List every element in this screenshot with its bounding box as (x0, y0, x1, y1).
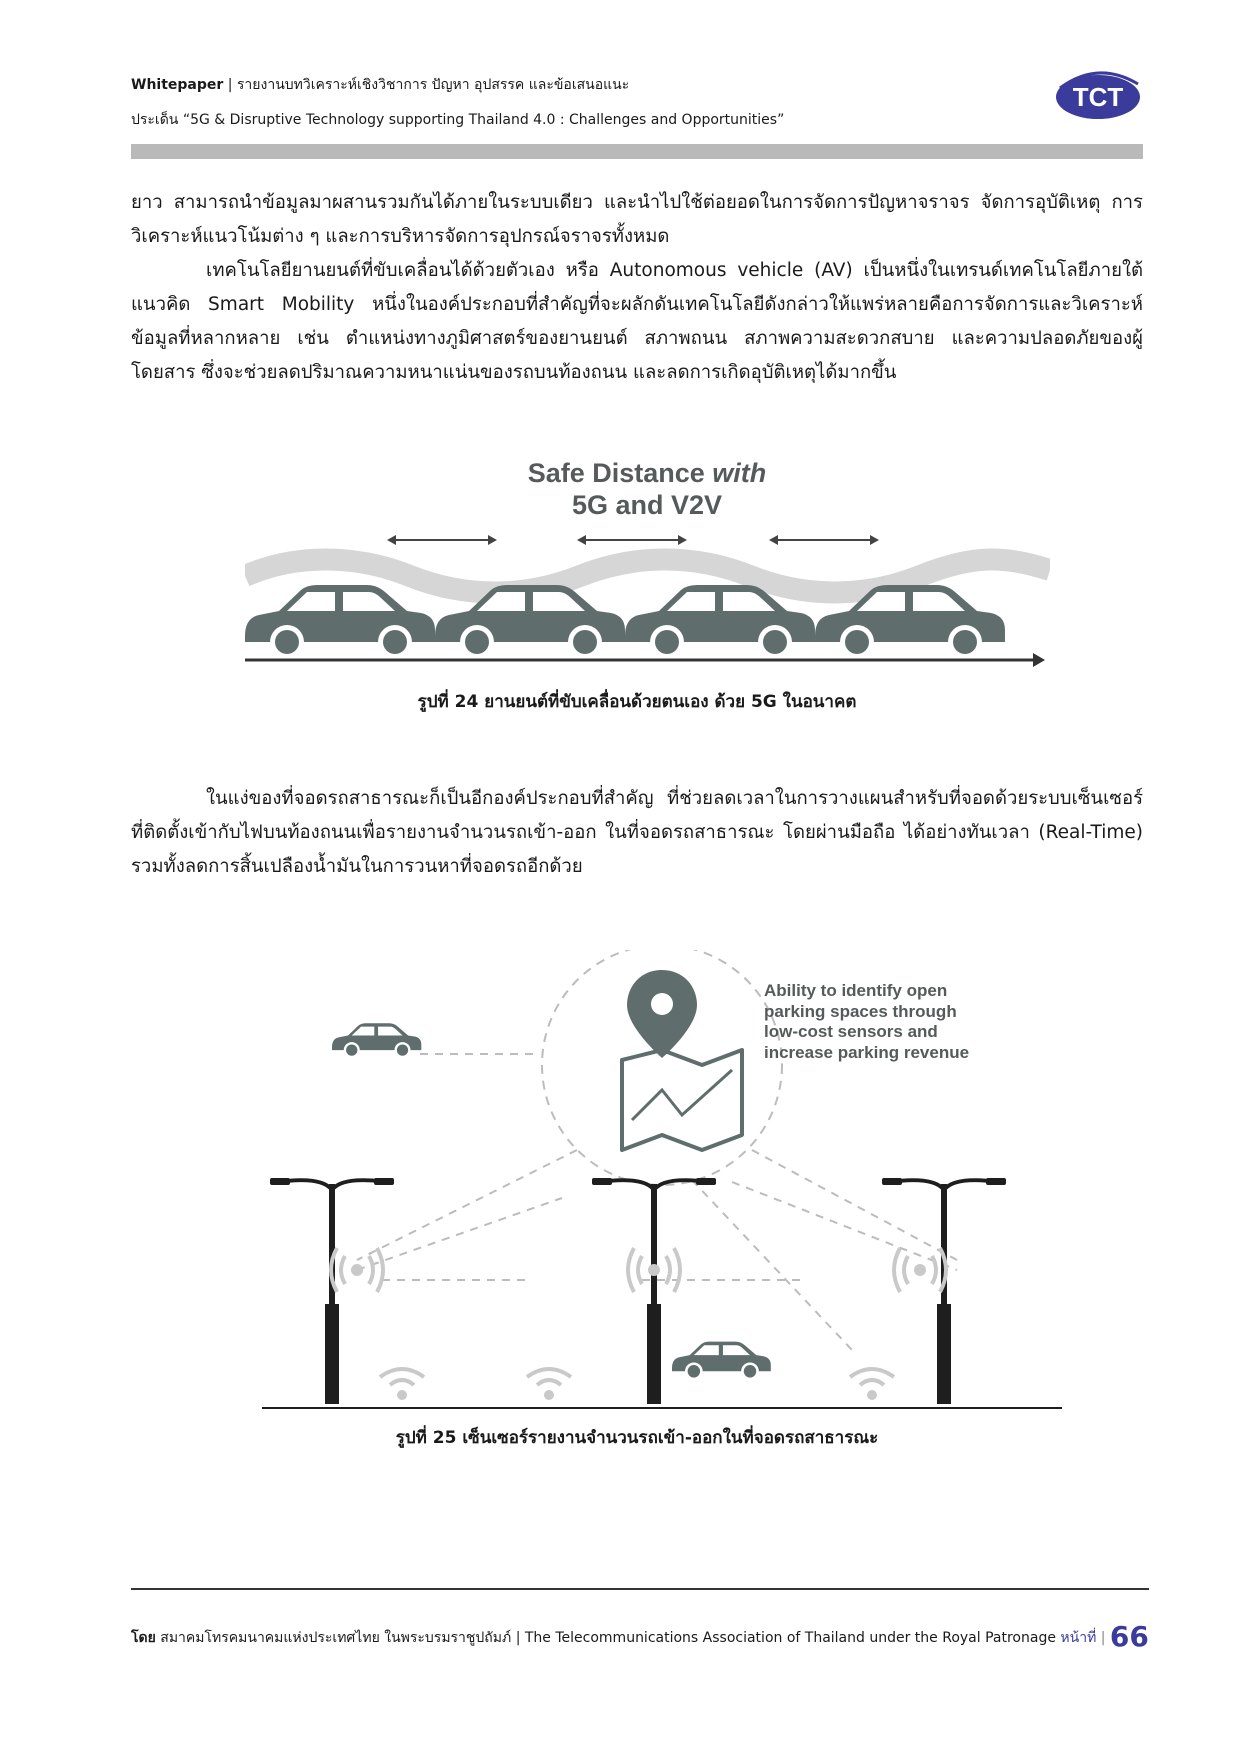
figure-24-safe-distance (245, 448, 1050, 680)
road-arrowhead (1033, 653, 1045, 667)
header-divider-bar (131, 144, 1143, 159)
annotation-line-2: parking spaces through (764, 1002, 957, 1021)
figure-24-caption: รูปที่ 24 ยานยนต์ที่ขับเคลื่อนด้วยตนเอง ด้วย 5G ในอนาคต (417, 692, 857, 712)
header-doc-type: Whitepaper (131, 77, 224, 93)
header-title: | รายงานบทวิเคราะห์เชิงวิชาการ ปัญหา อุปสรรค และข้อเสนอแนะ (227, 77, 630, 93)
body-section-2 (131, 782, 1143, 884)
map-pin-icon (622, 970, 742, 1150)
paragraph-autonomous-vehicle: เทคโนโลยียานยนต์ที่ขับเคลื่อนได้ด้วยตัวเอง หรือ Autonomous vehicle (AV) เป็นหนึ่งในเทรนด์เทคโนโลยีภายใต้แนวคิด Smart Mobility หนึ่งในองค์ประกอบที่สำคัญที่จะผลักดันเทคโนโลยีดังกล่าวให้แพร่หลายคือการจัดการและวิเคราะห์ข้อมูลที่หลากหลาย เช่น ตำแหน่งทางภูมิศาสตร์ของยานยนต์ สภาพถนน สภาพความสะดวกสบาย และความปลอดภัยของผู้โดยสาร ซึ่งจะช่วยลดปริมาณความหนาแน่นของรถบนท้องถนน และลดการเกิดอุบัติเหตุได้มากขึ้น (131, 260, 1143, 383)
fig24-title-italic: with (712, 458, 767, 488)
header-subject: ประเด็น “5G & Disruptive Technology supporting Thailand 4.0 : Challenges and Opportunities” (131, 112, 785, 128)
car-parked-bottom (672, 1342, 771, 1380)
footer-divider (131, 1588, 1149, 1590)
annotation-line-4: increase parking revenue (764, 1043, 970, 1062)
footer-org-english: The Telecommunications Association of Thailand under the Royal Patronage (524, 1630, 1056, 1646)
car-top-left (332, 1023, 421, 1058)
wifi-icon-2 (527, 1369, 571, 1400)
sensor-signal-left (331, 1248, 383, 1292)
distance-arrow-1 (387, 535, 497, 545)
paragraph-continuation: ยาว สามารถนำข้อมูลมาผสานรวมกันได้ภายในระบบเดียว และนำไปใช้ต่อยอดในการจัดการปัญหาจราจร จัดการอุบัติเหตุ การวิเคราะห์แนวโน้มต่าง ๆ และการบริหารจัดการอุปกรณ์จราจรทั้งหมด (131, 192, 1143, 247)
footer-page-label: หน้าที่ (1060, 1630, 1097, 1646)
page-footer (131, 1620, 1149, 1653)
distance-arrow-2 (577, 535, 687, 545)
figure-25-caption: รูปที่ 25 เซ็นเซอร์รายงานจำนวนรถเข้า-ออกในที่จอดรถสาธารณะ (395, 1428, 879, 1448)
logo-text: TCT (1072, 82, 1124, 112)
tct-logo (1052, 66, 1144, 124)
page-number: 66 (1109, 1620, 1149, 1653)
footer-separator: | (515, 1630, 521, 1646)
paragraph-public-parking: ในแง่ของที่จอดรถสาธารณะก็เป็นอีกองค์ประกอบที่สำคัญ ที่ช่วยลดเวลาในการวางแผนสำหรับที่จอดด้วยระบบเซ็นเซอร์ที่ติดตั้งเข้ากับไฟบนท้องถนนเพื่อรายงานจำนวนรถเข้า-ออก ในที่จอดรถสาธารณะ โดยผ่านมือถือ ได้อย่างทันเวลา (Real-Time) รวมทั้งลดการสิ้นเปลืองน้ำมันในการวนหาที่จอดรถอีกด้วย (131, 788, 1143, 877)
wifi-icon-1 (380, 1369, 424, 1400)
page-header (131, 74, 1151, 131)
distance-arrow-3 (769, 535, 879, 545)
footer-org-thai: สมาคมโทรคมนาคมแห่งประเทศไทย ในพระบรมราชูปถัมภ์ (160, 1630, 512, 1646)
fig24-title-line2: 5G and V2V (571, 490, 723, 520)
footer-page-separator: | (1100, 1630, 1106, 1646)
fig24-title-line1 (528, 458, 767, 488)
footer-by: โดย (131, 1630, 156, 1646)
parking-annotation (764, 981, 969, 1062)
figure-25-smart-parking (262, 950, 1062, 1420)
car-1 (245, 585, 435, 659)
annotation-line-3: low-cost sensors and (764, 1022, 938, 1041)
fig24-title-plain: Safe Distance (527, 458, 713, 488)
header-title-line (131, 74, 1151, 96)
annotation-line-1: Ability to identify open (764, 981, 948, 1000)
body-section-1 (131, 186, 1143, 390)
wifi-icon-3 (850, 1369, 894, 1400)
